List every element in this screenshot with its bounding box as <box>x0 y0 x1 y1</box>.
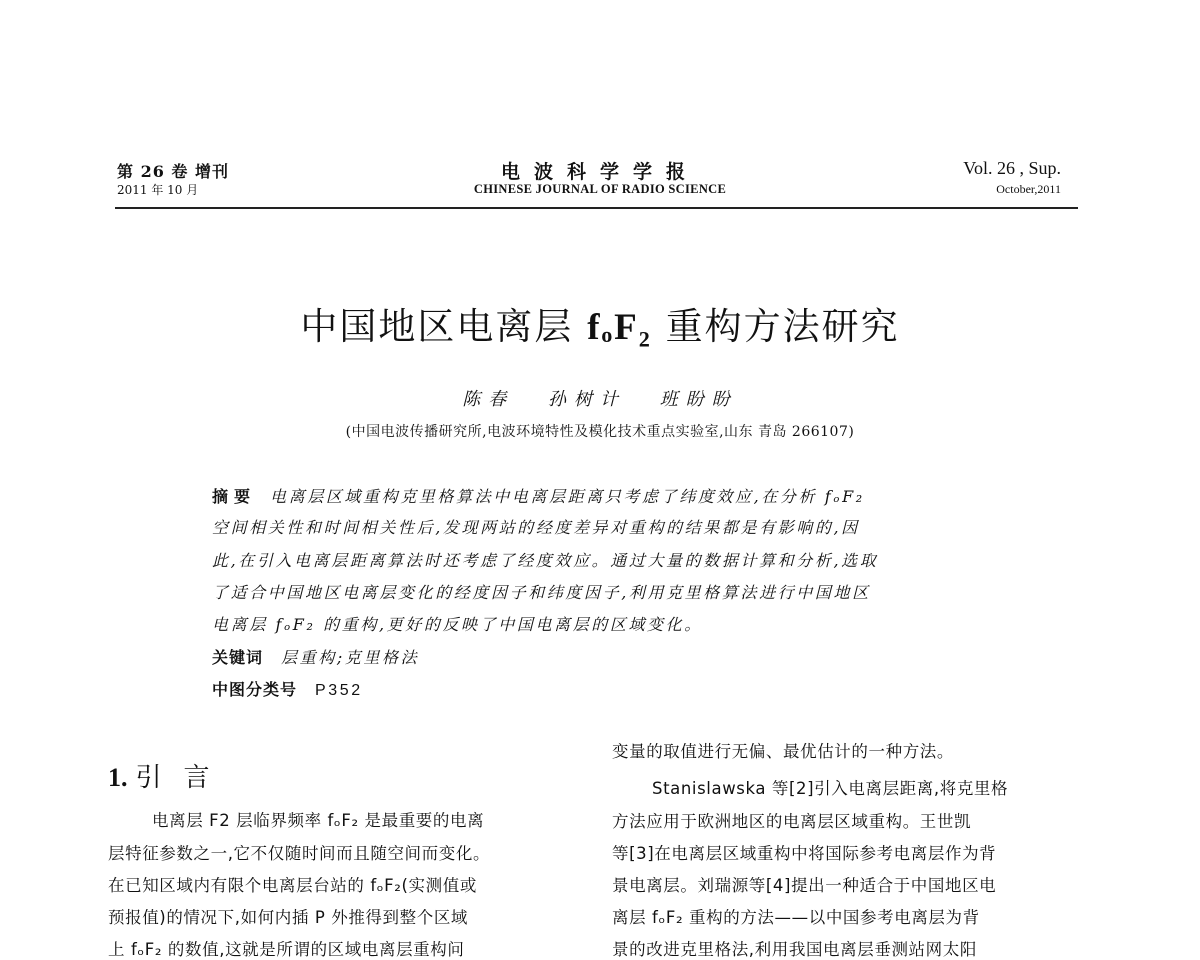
section-title: 引言 <box>135 763 232 793</box>
body-line: 在已知区域内有限个电离层台站的 fₒF₂(实测值或 <box>108 876 477 895</box>
body-line: Stanislawska 等[2]引入电离层距离,将克里格 <box>652 779 1009 798</box>
title-post: 重构方法研究 <box>651 305 900 348</box>
section-number: 1. <box>108 763 128 792</box>
body-line: 方法应用于欧洲地区的电离层区域重构。王世凯 <box>612 812 972 831</box>
body-line: 离层 fₒF₂ 重构的方法——以中国参考电离层为背 <box>612 908 980 927</box>
abstract-text-2: 空间相关性和时间相关性后,发现两站的经度差异对重构的结果都是有影响的,因 <box>212 518 860 537</box>
body-line: 电离层 F2 层临界频率 fₒF₂ 是最重要的电离 <box>152 811 485 830</box>
title-symbol: fₒF₂ <box>587 307 652 348</box>
journal-name-cn: 电波科学学报 <box>500 161 699 183</box>
authors <box>0 385 1200 411</box>
affiliation: (中国电波传播研究所,电波环境特性及模化技术重点实验室,山东 青岛 266107) <box>345 424 855 440</box>
author-2: 孙树计 <box>548 389 626 410</box>
paper-title <box>0 296 1200 350</box>
title-pre: 中国地区电离层 <box>300 305 588 348</box>
abstract-line <box>212 484 972 507</box>
classification-value: P352 <box>315 682 363 699</box>
body-line: 景的改进克里格法,利用我国电离层垂测站网太阳 <box>612 940 977 959</box>
keywords-label: 关键词 <box>212 648 264 667</box>
body-line: 预报值)的情况下,如何内插 P 外推得到整个区域 <box>108 908 469 927</box>
journal-name-en: CHINESE JOURNAL OF RADIO SCIENCE <box>473 182 727 196</box>
header-date-en: October,2011 <box>996 182 1061 196</box>
author-3: 班盼盼 <box>659 389 738 410</box>
abstract-text-5: 电离层 fₒF₂ 的重构,更好的反映了中国电离层的区域变化。 <box>212 615 703 634</box>
keywords-line <box>212 645 972 668</box>
abstract-text-1: 电离层区域重构克里格算法中电离层距离只考虑了纬度效应,在分析 fₒF₂ <box>270 487 865 506</box>
body-line: 上 fₒF₂ 的数值,这就是所谓的区域电离层重构问 <box>108 940 465 959</box>
header-vol-en: Vol. 26 , Sup. <box>963 158 1061 178</box>
header-volume: 第 26 卷 增刊 <box>117 162 229 181</box>
header-date: 2011 年 10 月 <box>117 183 199 197</box>
header-rule <box>115 207 1078 209</box>
body-line: 景电离层。刘瑞源等[4]提出一种适合于中国地区电 <box>612 876 997 895</box>
classification-line <box>212 677 972 700</box>
author-1: 陈春 <box>462 389 515 410</box>
abstract-text-3: 此,在引入电离层距离算法时还考虑了经度效应。通过大量的数据计算和分析,选取 <box>212 551 879 570</box>
keywords-value: 层重构;克里格法 <box>281 648 420 667</box>
abstract-label: 摘要 <box>212 487 257 506</box>
body-line: 变量的取值进行无偏、最优估计的一种方法。 <box>612 742 954 761</box>
abstract-text-4: 了适合中国地区电离层变化的经度因子和纬度因子,利用克里格算法进行中国地区 <box>212 583 871 602</box>
body-line: 等[3]在电离层区域重构中将国际参考电离层作为背 <box>612 844 997 863</box>
body-line: 层特征参数之一,它不仅随时间而且随空间而变化。 <box>108 844 491 863</box>
section-heading <box>108 757 232 794</box>
classification-label: 中图分类号 <box>212 680 298 699</box>
